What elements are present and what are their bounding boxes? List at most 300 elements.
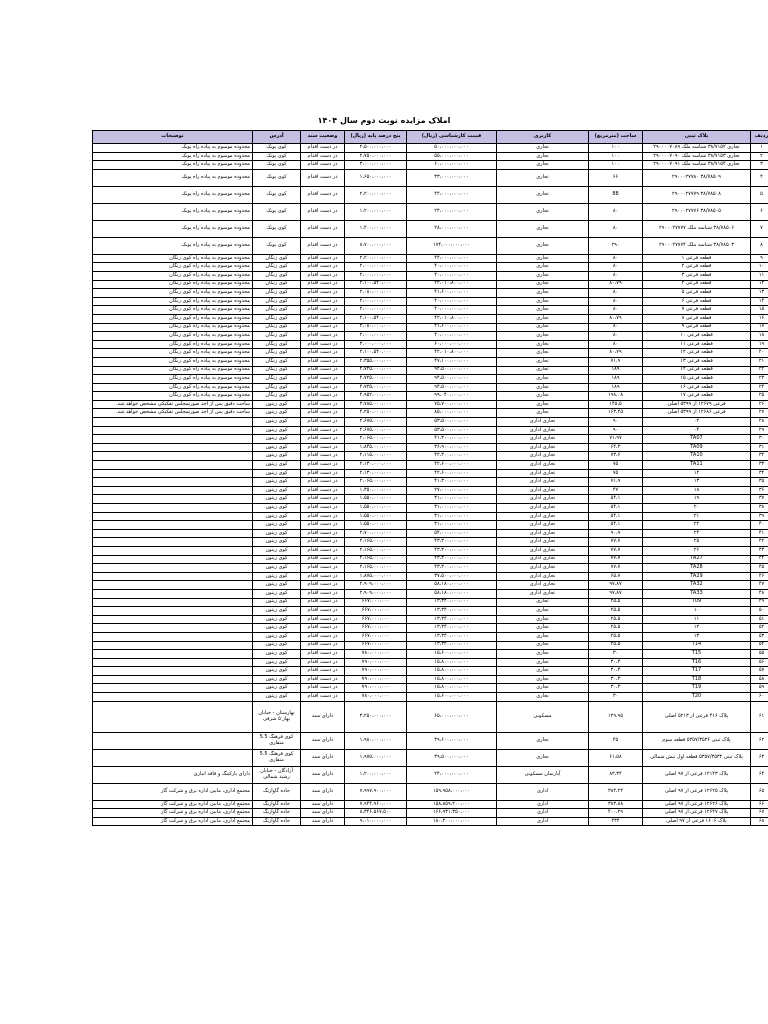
cell-registration-plate: قطعه فرعی ۱۴ [643,366,751,375]
column-header-description: توضیحات [93,131,253,144]
cell-row-number: ۴۹ [751,598,768,607]
cell-usage: تجاری [497,598,589,607]
cell-deposit: ۱،۵۵۰،۰۰۰،۰۰۰ [345,521,407,530]
cell-appraised-price: ۱۸۰،۲۰۰،۰۰۰،۰۰۰ [407,817,497,826]
cell-area: ۱۴۵،۵ [589,400,643,409]
cell-address: کوی پونک [253,169,301,186]
column-header-address: آدرس [253,131,301,144]
table-row [93,615,768,624]
cell-registration-plate: ۲۱ [643,512,751,521]
cell-deposit: ۲،۰۰۰،۰۰۰،۰۰۰ [345,297,407,306]
cell-deed-status: در دست اقدام [301,254,345,263]
cell-address: کوی زیتون [253,418,301,427]
cell-row-number: ۵۳ [751,632,768,641]
cell-address: کوی زیتون [253,452,301,461]
table-row [93,314,768,323]
cell-appraised-price: ۴۲،۳۰۰،۰۰۰،۰۰۰ [407,452,497,461]
cell-deposit: ۲،۱۰۰،۵۴۰،۰۰۰ [345,314,407,323]
cell-area: ۶۴،۳ [589,443,643,452]
cell-description: محدوده موسوم به پیاده راه کوی زنگان [93,306,253,315]
cell-registration-plate: ۳۸/۷۸۵۰۸ ۲۹۰۰۰۲۷۷۷۹ [643,186,751,203]
cell-appraised-price: ۲۴،۰۰۰،۰۰۰،۰۰۰ [407,203,497,220]
cell-row-number: ۴۵ [751,564,768,573]
cell-address: کوی پونک [253,161,301,170]
cell-address: جاده گاوازنگ [253,817,301,826]
cell-deed-status: دارای سند [301,783,345,800]
cell-deposit: ۷۹۰،۰۰۰،۰۰۰ [345,684,407,693]
cell-usage: تجاری [497,349,589,358]
cell-appraised-price: ۴۰،۰۰۰،۰۰۰،۰۰۰ [407,306,497,315]
cell-area: ۴۷ [589,486,643,495]
cell-area: ۷۷،۷ [589,538,643,547]
cell-usage: اداری [497,817,589,826]
cell-registration-plate: T16 [643,658,751,667]
cell-usage: تجاری [497,749,589,766]
cell-area: ۵۴،۱ [589,504,643,513]
cell-row-number: ۵۸ [751,675,768,684]
cell-row-number: ۵۰ [751,607,768,616]
cell-area: ۸۰ [589,323,643,332]
cell-appraised-price: ۴۲،۰۱۰،۸۰۰،۰۰۰ [407,280,497,289]
cell-deed-status: در دست اقدام [301,409,345,418]
cell-registration-plate: ۱۲ [643,469,751,478]
cell-row-number: ۱۲ [751,280,768,289]
cell-description: محدوده موسوم به پیاده راه کوی زنگان [93,383,253,392]
cell-deed-status: دارای سند [301,701,345,732]
cell-appraised-price: ۴۳،۳۰۰،۰۰۰،۰۰۰ [407,564,497,573]
cell-registration-plate: قطعه فرعی ۹ [643,323,751,332]
cell-row-number: ۳۸ [751,504,768,513]
cell-description [93,546,253,555]
cell-usage: تجاری [497,693,589,702]
cell-appraised-price: ۵۵،۰۰۰،۰۰۰،۰۰۰ [407,152,497,161]
cell-description [93,538,253,547]
cell-registration-plate: پلاک ۴۱۶ فرعی از ۵۲۱۳ اصلی [643,701,751,732]
column-header-deed-status: وضعیت سند [301,131,345,144]
cell-deposit: ۴،۷۲۵،۰۰۰،۰۰۰ [345,383,407,392]
cell-description [93,478,253,487]
cell-deposit: ۲،۱۶۵،۰۰۰،۰۰۰ [345,546,407,555]
cell-row-number: ۲۸ [751,418,768,427]
cell-address: کوی زیتون [253,426,301,435]
cell-address: کوی زیتون [253,624,301,633]
cell-description [93,418,253,427]
cell-appraised-price: ۳۱،۰۰۰،۰۰۰،۰۰۰ [407,504,497,513]
cell-deposit: ۲،۵۰۰،۰۰۰،۰۰۰ [345,144,407,153]
cell-row-number: ۳۶ [751,486,768,495]
cell-usage: تجاری اداری [497,538,589,547]
cell-deed-status: در دست اقدام [301,306,345,315]
table-row [93,237,768,254]
cell-area: 88 [589,186,643,203]
table-row [93,452,768,461]
cell-deed-status: در دست اقدام [301,564,345,573]
table-row [93,529,768,538]
cell-row-number: ۶۳ [751,749,768,766]
cell-registration-plate: T14 [643,641,751,650]
cell-usage: تجاری اداری [497,572,589,581]
cell-address: کوی زنگان [253,271,301,280]
cell-deed-status: در دست اقدام [301,383,345,392]
cell-deposit: ۶۶۷،۰۰۰،۰۰۰ [345,598,407,607]
cell-registration-plate: قطعه فرعی ۴ [643,280,751,289]
cell-row-number: ۳۵ [751,478,768,487]
cell-registration-plate: T18 [643,675,751,684]
cell-description: محدوده موسوم به پیاده راه پونک [93,220,253,237]
cell-row-number: ۳۹ [751,512,768,521]
cell-row-number: ۴۰ [751,521,768,530]
cell-description [93,469,253,478]
cell-deposit: ۳،۰۰۰،۰۰۰،۰۰۰ [345,340,407,349]
cell-row-number: ۶۵ [751,783,768,800]
cell-appraised-price: ۶۵،۰۰۰،۰۰۰،۰۰۰ [407,701,497,732]
cell-description [93,452,253,461]
cell-description [93,749,253,766]
cell-row-number: ۱۵ [751,306,768,315]
cell-usage: تجاری [497,375,589,384]
cell-registration-plate: پلاک ۱۲۶۲۶ فرعی از ۹۷ اصلی [643,800,751,809]
cell-usage: تجاری اداری [497,564,589,573]
cell-row-number: ۲۳ [751,375,768,384]
cell-address: کوی زنگان [253,314,301,323]
cell-deposit: ۲،۷۵۰،۰۰۰،۰۰۰ [345,152,407,161]
cell-deed-status: در دست اقدام [301,452,345,461]
cell-description [93,658,253,667]
cell-area: ۲۵،۵ [589,607,643,616]
cell-address: کوی پونک [253,152,301,161]
cell-row-number: ۶۲ [751,732,768,749]
cell-description [93,693,253,702]
cell-description [93,641,253,650]
cell-deed-status: در دست اقدام [301,641,345,650]
cell-appraised-price: ۳۱،۰۰۰،۰۰۰،۰۰۰ [407,495,497,504]
cell-appraised-price: ۳۷،۵۰۰،۰۰۰،۰۰۰ [407,572,497,581]
cell-row-number: ۶۸ [751,817,768,826]
cell-usage: تجاری اداری [497,589,589,598]
cell-area: ۱۲۹،۹۵ [589,701,643,732]
cell-deposit: ۶۶۷،۰۰۰،۰۰۰ [345,632,407,641]
cell-description [93,529,253,538]
cell-deposit: ۲،۰۶۵،۰۰۰،۰۰۰ [345,435,407,444]
cell-description [93,512,253,521]
cell-usage: تجاری [497,632,589,641]
cell-appraised-price: ۹۹،۰۴۰،۰۰۰،۰۰۰ [407,392,497,401]
cell-registration-plate: ۲۲ [643,521,751,530]
cell-description [93,555,253,564]
cell-deed-status: در دست اقدام [301,538,345,547]
cell-address: کوی زیتون [253,486,301,495]
cell-address: کوی زیتون [253,504,301,513]
table-row [93,161,768,170]
table-row [93,478,768,487]
cell-description [93,435,253,444]
cell-usage: تجاری [497,332,589,341]
cell-deposit: ۳،۰۰۰،۰۰۰،۰۰۰ [345,161,407,170]
cell-registration-plate: ۳۸/۷۸۵۰۳ شناسه ملک ۲۹۰۰۰۲۷۷۷۴ [643,237,751,254]
cell-usage: تجاری [497,297,589,306]
cell-registration-plate: T19 [643,684,751,693]
cell-appraised-price: ۴۲،۶۰۰،۰۰۰،۰۰۰ [407,461,497,470]
cell-deed-status: در دست اقدام [301,504,345,513]
cell-description [93,607,253,616]
cell-deposit: ۲،۹۰۹،۰۰۰،۰۰۰ [345,589,407,598]
cell-row-number: ۲۵ [751,392,768,401]
cell-deposit: ۲،۶۷۵،۰۰۰،۰۰۰ [345,426,407,435]
cell-area: ۶۶ [589,169,643,186]
cell-address: کوی زیتون [253,538,301,547]
cell-area: ۱۰۰ [589,152,643,161]
table-row [93,521,768,530]
cell-deposit: ۷۹۰،۰۰۰،۰۰۰ [345,675,407,684]
cell-row-number: ۲۲ [751,366,768,375]
cell-deed-status: در دست اقدام [301,693,345,702]
table-row [93,512,768,521]
cell-deposit: ۱،۹۷۵،۰۰۰،۰۰۰ [345,749,407,766]
cell-description [93,589,253,598]
cell-registration-plate: قطعه فرعی ۱۲ [643,349,751,358]
cell-row-number: ۶۰ [751,693,768,702]
cell-area: ۱۰۰ [589,144,643,153]
table-row [93,650,768,659]
cell-deposit: ۲،۲۰۰،۰۰۰،۰۰۰ [345,254,407,263]
cell-address: کوی زیتون [253,650,301,659]
table-row [93,289,768,298]
cell-area: ۱۸۹ [589,375,643,384]
cell-address: کوی پونک [253,237,301,254]
table-row [93,271,768,280]
cell-row-number: ۲۰ [751,349,768,358]
cell-registration-plate: قطعه فرعی ۷ [643,306,751,315]
cell-address: کوی پونک [253,144,301,153]
cell-row-number: ۵۱ [751,615,768,624]
cell-area: ۲۵،۵ [589,641,643,650]
cell-deed-status: در دست اقدام [301,263,345,272]
cell-registration-plate: ۱۳ [643,632,751,641]
cell-appraised-price: ۸۵،۰۰۰،۰۰۰،۰۰۰ [407,409,497,418]
cell-usage: تجاری [497,641,589,650]
cell-appraised-price: ۱۵،۶۰۰،۰۰۰،۰۰۰ [407,650,497,659]
cell-address: کوی زیتون [253,641,301,650]
cell-registration-plate: ۳۸/۷۸۵۰۵ ۲۹۰۰۰۲۷۷۷۶ [643,203,751,220]
cell-area: ۵۴،۱ [589,512,643,521]
cell-address: کوی زیتون [253,443,301,452]
cell-description: محدوده موسوم به پیاده راه کوی زنگان [93,366,253,375]
cell-address: کوی زیتون [253,469,301,478]
cell-usage: تجاری [497,658,589,667]
cell-appraised-price: ۹۴،۵۰۰،۰۰۰،۰۰۰ [407,375,497,384]
cell-registration-plate: TA27 [643,555,751,564]
cell-address: کوی پونک [253,186,301,203]
table-row [93,366,768,375]
cell-registration-plate: قطعه فرعی ۱۰ [643,332,751,341]
cell-registration-plate: پلاک ۱۲۱۴۳ فرعی از ۹۷ اصلی [643,766,751,783]
cell-description [93,701,253,732]
cell-deed-status: در دست اقدام [301,400,345,409]
table-row [93,701,768,732]
cell-deed-status: در دست اقدام [301,632,345,641]
cell-appraised-price: ۵۸،۱۸۰،۰۰۰،۰۰۰ [407,581,497,590]
cell-row-number: ۵۲ [751,624,768,633]
cell-usage: تجاری اداری [497,426,589,435]
cell-address: کوی زیتون [253,675,301,684]
cell-registration-plate: تجاری ۳۸/۷۱۵۲ شناسه ملک ۲۹۰۰۰۰۷۰۸۹ [643,144,751,153]
cell-row-number: ۳ [751,161,768,170]
cell-area: ۸۰ [589,263,643,272]
cell-deed-status: در دست اقدام [301,469,345,478]
cell-area: ۴۵ [589,732,643,749]
cell-description [93,684,253,693]
cell-address: کوی زیتون [253,512,301,521]
cell-area: ۷۷،۷ [589,555,643,564]
cell-deed-status: در دست اقدام [301,169,345,186]
cell-deposit: ۱،۵۵۰،۰۰۰،۰۰۰ [345,504,407,513]
cell-deposit: ۲،۱۱۵،۰۰۰،۰۰۰ [345,452,407,461]
cell-appraised-price: ۴۴،۰۰۰،۰۰۰،۰۰۰ [407,186,497,203]
cell-description: ساحت دقیق پس از اخذ صورتمجلس تفکیکی مشخص خواهد شد. [93,409,253,418]
table-header-row [93,131,768,144]
cell-registration-plate: ۱۳ [643,478,751,487]
cell-description: محدوده موسوم به پیاده راه کوی زنگان [93,357,253,366]
cell-registration-plate: تجاری ۳۸/۷۱۵۳ شناسه ملک ۲۹۰۰۰۰۷۰۹۰ [643,152,751,161]
cell-address: کوی زیتون [253,409,301,418]
cell-description: مجتمع اداری، مابین اداره برق و شرکت گاز [93,800,253,809]
cell-address: کوی زیتون [253,667,301,676]
table-row [93,546,768,555]
cell-appraised-price: ۴۳،۳۰۰،۰۰۰،۰۰۰ [407,538,497,547]
cell-usage: تجاری [497,684,589,693]
cell-description [93,521,253,530]
cell-address: کوی زیتون [253,581,301,590]
cell-address: کوی زیتون [253,435,301,444]
table-row [93,641,768,650]
cell-deposit: ۲،۰۰۰،۰۰۰،۰۰۰ [345,332,407,341]
cell-deed-status: در دست اقدام [301,658,345,667]
cell-area: ۸۰ [589,254,643,263]
table-row [93,186,768,203]
cell-usage: تجاری اداری [497,469,589,478]
cell-address: کوی زیتون [253,564,301,573]
cell-usage: تجاری [497,203,589,220]
cell-area: ۷۱،۹ [589,478,643,487]
cell-deposit: ۲،۱۰۰،۵۴۰،۰۰۰ [345,280,407,289]
cell-row-number: ۲ [751,152,768,161]
table-row [93,280,768,289]
cell-deed-status: در دست اقدام [301,555,345,564]
column-header-usage: کاربری [497,131,589,144]
cell-registration-plate: پلاک ۱۲۶۲۵ فرعی از ۹۷ اصلی [643,783,751,800]
cell-registration-plate: TA29 [643,572,751,581]
cell-address: جاده گاوازنگ [253,809,301,818]
table-row [93,581,768,590]
cell-area: ۸۰ [589,306,643,315]
cell-deposit: ۱،۸۴۵،۰۰۰،۰۰۰ [345,443,407,452]
table-row [93,263,768,272]
cell-appraised-price: ۵۸،۱۸۰،۰۰۰،۰۰۰ [407,589,497,598]
cell-deed-status: در دست اقدام [301,340,345,349]
table-row [93,443,768,452]
cell-appraised-price: ۵۴،۰۰۰،۰۰۰،۰۰۰ [407,529,497,538]
cell-description: محدوده موسوم به پیاده راه کوی زنگان [93,349,253,358]
cell-appraised-price: ۳۶،۹۰۰،۰۰۰،۰۰۰ [407,443,497,452]
cell-address: کوی زنگان [253,366,301,375]
cell-registration-plate: ۰۴ [643,426,751,435]
cell-address: کوی زنگان [253,297,301,306]
cell-deed-status: دارای سند [301,809,345,818]
cell-description: محدوده موسوم به پیاده راه پونک [93,237,253,254]
cell-usage: تجاری [497,144,589,153]
cell-address: کوی زنگان [253,280,301,289]
cell-area: ۸۰ [589,271,643,280]
cell-address: کوی زیتون [253,684,301,693]
cell-registration-plate: TA07 [643,435,751,444]
cell-description: محدوده موسوم به پیاده راه پونک [93,186,253,203]
cell-usage: تجاری اداری [497,452,589,461]
cell-deposit: ۶۶۷،۰۰۰،۰۰۰ [345,624,407,633]
cell-area: ۳۰،۳ [589,675,643,684]
table-row [93,693,768,702]
cell-usage: تجاری اداری [497,461,589,470]
cell-deposit: ۱،۲۰۰،۰۰۰،۰۰۰ [345,766,407,783]
cell-area: ۱۸۹ [589,383,643,392]
cell-appraised-price: ۳۱،۰۰۰،۰۰۰،۰۰۰ [407,521,497,530]
cell-area: ۲۹۰ [589,237,643,254]
cell-row-number: ۶ [751,203,768,220]
cell-row-number: ۱ [751,144,768,153]
cell-area: ۹۷،۸۷ [589,581,643,590]
cell-address: کوی زیتون [253,521,301,530]
cell-area: ۸۰ [589,203,643,220]
cell-address: کوی فرهنگ 5.5 متقاری [253,749,301,766]
table-row [93,144,768,153]
cell-description: محدوده موسوم به پیاده راه کوی زنگان [93,289,253,298]
cell-deposit: ۲،۱۳۰،۰۰۰،۰۰۰ [345,469,407,478]
cell-registration-plate: قطعه فرعی ۱۷ [643,392,751,401]
table-row [93,598,768,607]
cell-area: ۸۳،۳۴ [589,766,643,783]
cell-address: کوی زنگان [253,392,301,401]
cell-usage: تجاری [497,289,589,298]
cell-appraised-price: ۱۳،۳۴۰،۰۰۰،۰۰۰ [407,598,497,607]
cell-deed-status: در دست اقدام [301,435,345,444]
cell-deposit: ۸،۳۴۶،۵۶۷،۵۰۰ [345,809,407,818]
cell-description: محدوده موسوم به پیاده راه کوی زنگان [93,254,253,263]
cell-deposit: ۷۹۰،۰۰۰،۰۰۰ [345,667,407,676]
cell-deposit: ۱،۸۷۵،۰۰۰،۰۰۰ [345,572,407,581]
cell-deposit: ۸،۷۰۰،۰۰۰،۰۰۰ [345,237,407,254]
cell-description: ساحت دقیق پس از اخذ صورتمجلس تفکیکی مشخص خواهد شد. [93,400,253,409]
table-row [93,426,768,435]
cell-usage: تجاری [497,271,589,280]
cell-deed-status: در دست اقدام [301,461,345,470]
cell-description: محدوده موسوم به پیاده راه پونک [93,152,253,161]
cell-row-number: ۶۴ [751,766,768,783]
cell-area: ۲۵،۵ [589,615,643,624]
cell-appraised-price: ۹۴،۵۰۰،۰۰۰،۰۰۰ [407,366,497,375]
cell-usage: تجاری [497,409,589,418]
cell-description [93,675,253,684]
cell-appraised-price: ۲۸،۰۰۰،۰۰۰،۰۰۰ [407,220,497,237]
cell-registration-plate: ۱۱ [643,615,751,624]
cell-usage: تجاری [497,400,589,409]
cell-deed-status: در دست اقدام [301,607,345,616]
table-row [93,254,768,263]
cell-deposit: ۱،۴۰۰،۰۰۰،۰۰۰ [345,220,407,237]
cell-deposit: ۲،۶۷۵،۰۰۰،۰۰۰ [345,418,407,427]
cell-deposit: ۲،۹۰۹،۰۰۰،۰۰۰ [345,581,407,590]
cell-appraised-price: ۴۰،۰۰۰،۰۰۰،۰۰۰ [407,263,497,272]
cell-description: محدوده موسوم به پیاده راه پونک [93,144,253,153]
cell-usage: مسکونی [497,701,589,732]
